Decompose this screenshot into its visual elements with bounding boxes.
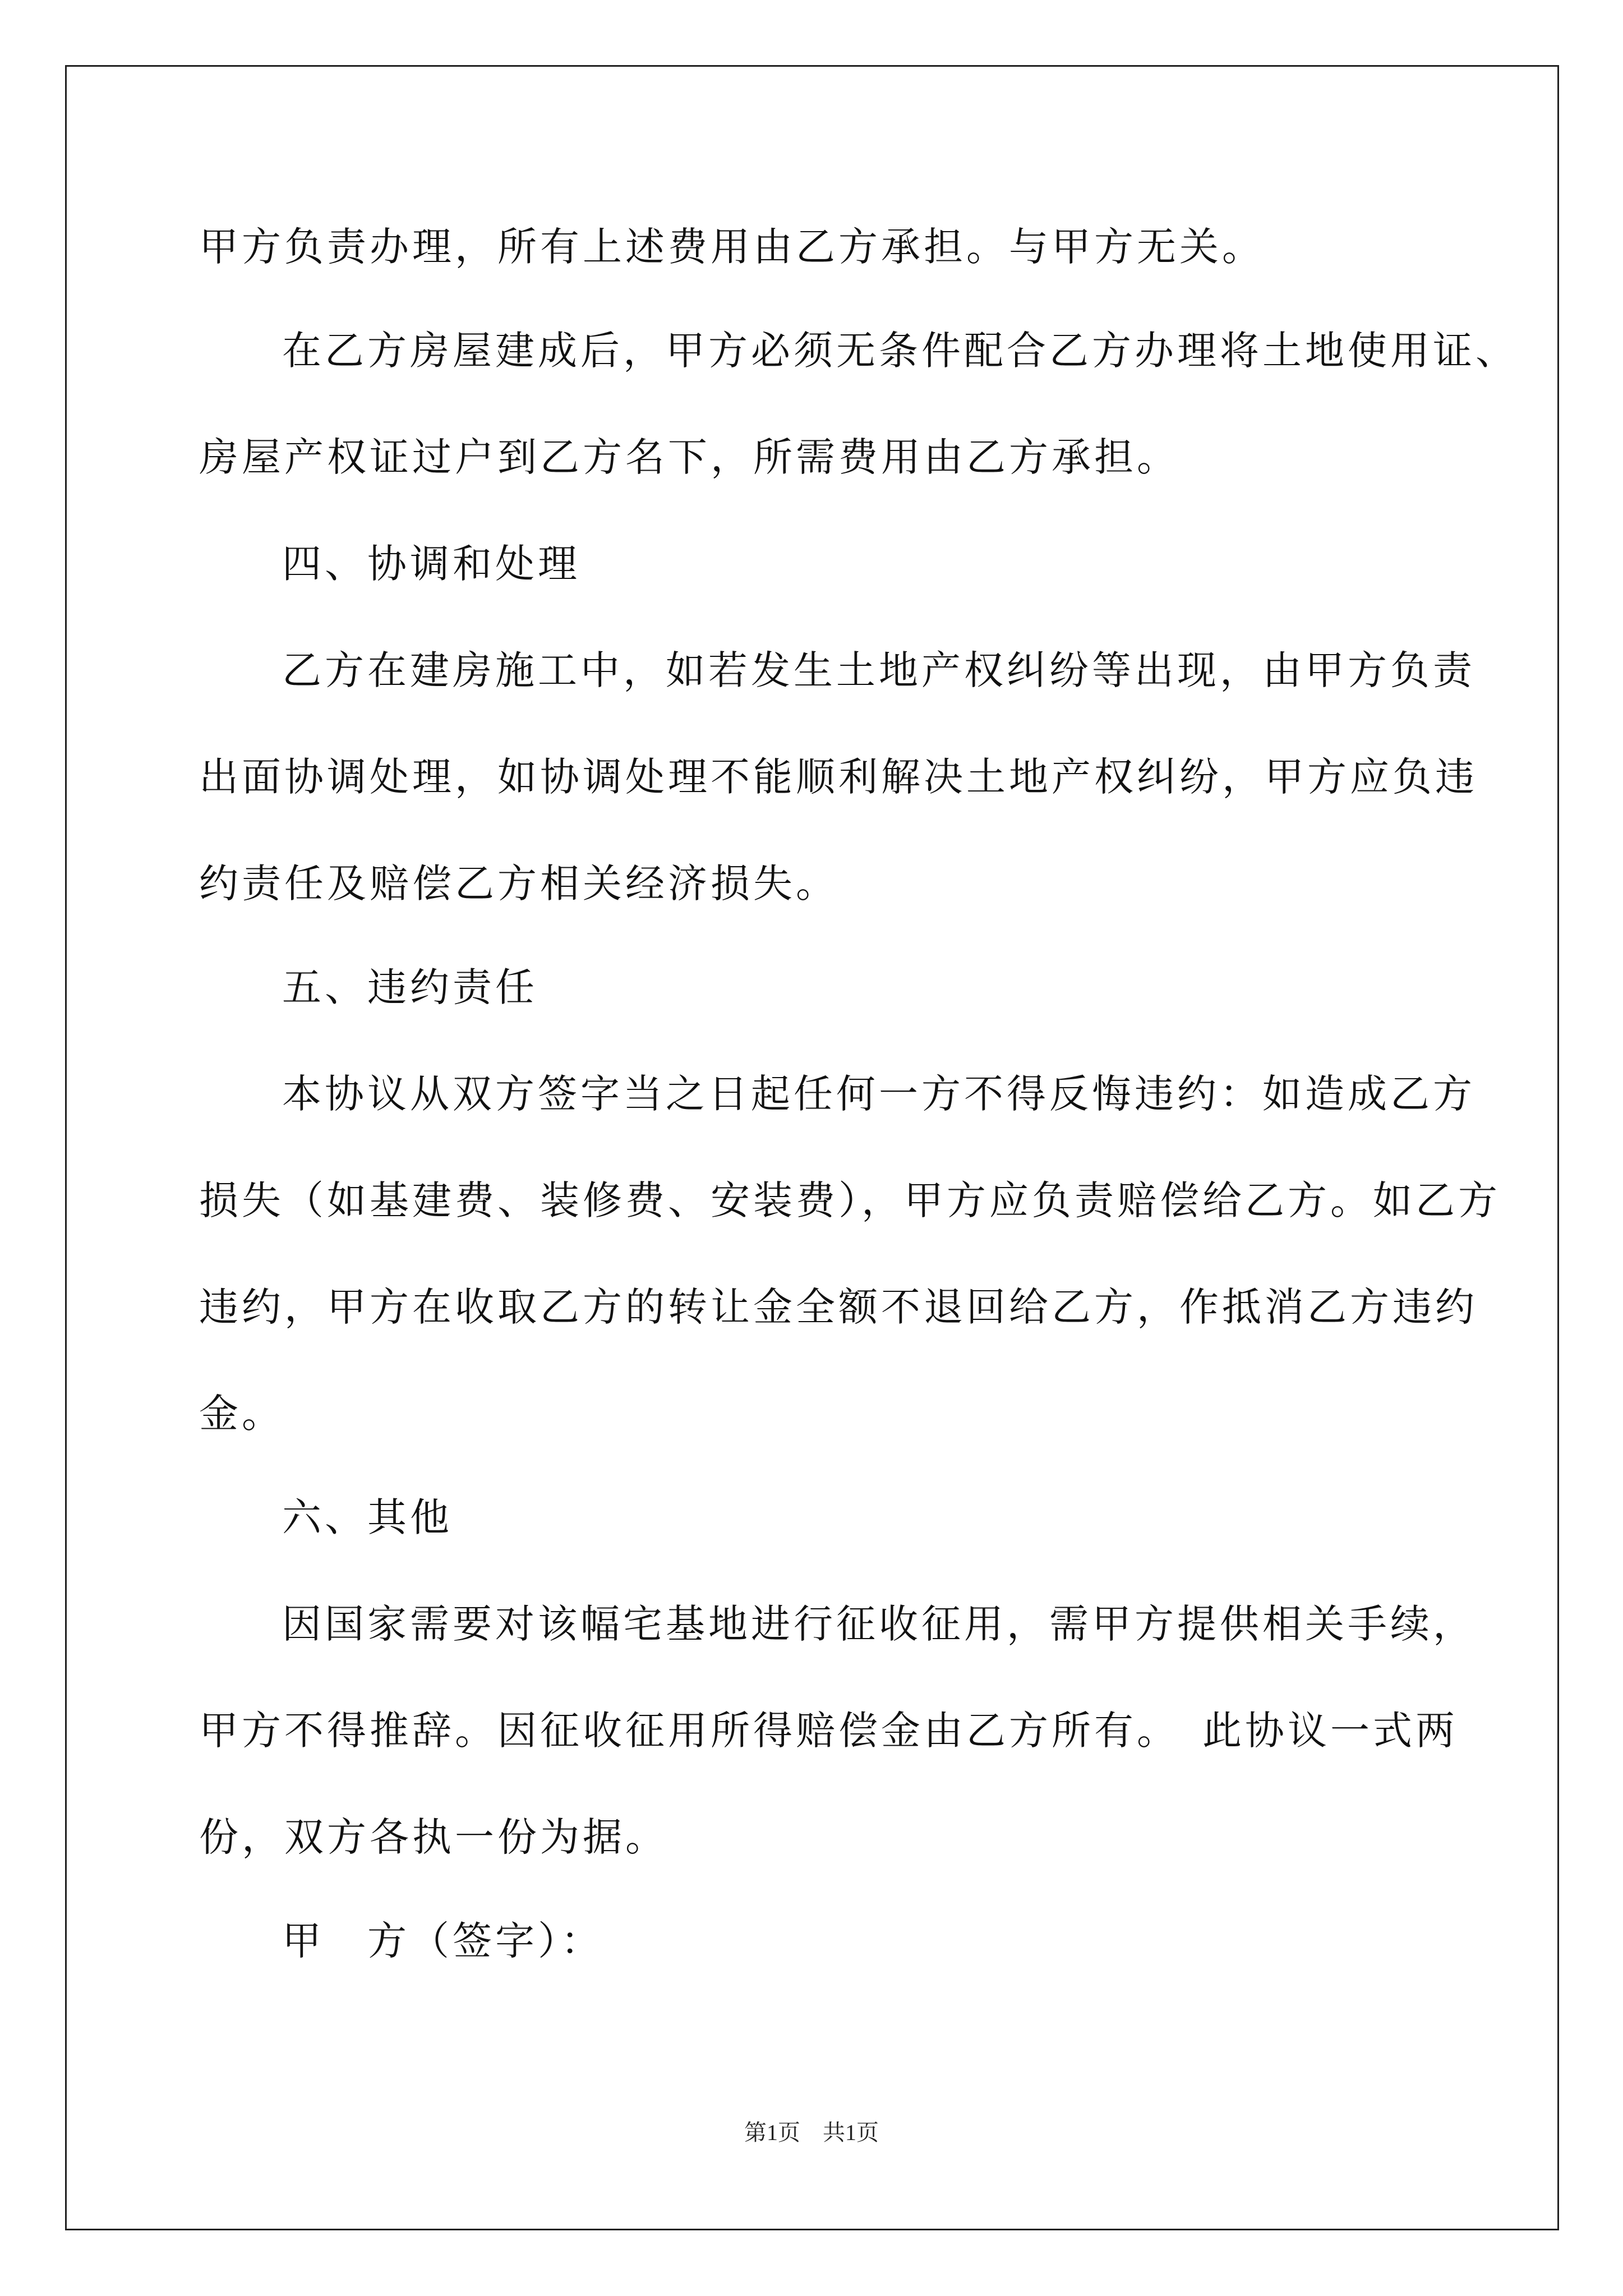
page-number-footer: 第1页 共1页: [744, 2120, 879, 2145]
paragraph-line: 因国家需要对该幅宅基地进行征收征用，需甲方提供相关手续，: [282, 1601, 1476, 1647]
paragraph-line: 损失（如基建费、装修费、安装费），甲方应负责赔偿给乙方。如乙方: [199, 1177, 1501, 1223]
paragraph-line: 份，双方各执一份为据。: [199, 1814, 668, 1860]
paragraph-line: 房屋产权证过户到乙方名下，所需费用由乙方承担。: [199, 434, 1179, 480]
section-heading: 五、违约责任: [282, 964, 538, 1010]
paragraph-line: 出面协调处理，如协调处理不能顺利解决土地产权纠纷，甲方应负违: [199, 754, 1478, 800]
section-heading: 四、协调和处理: [282, 541, 580, 587]
signature-line-party-a: 甲 方（签字）：: [282, 1918, 603, 1964]
section-heading: 六、其他: [282, 1494, 453, 1540]
paragraph-line: 金。: [199, 1391, 284, 1437]
paragraph-line: 约责任及赔偿乙方相关经济损失。: [199, 861, 838, 907]
paragraph-line: 本协议从双方签字当之日起任何一方不得反悔违约：如造成乙方: [282, 1071, 1476, 1117]
paragraph-line: 违约，甲方在收取乙方的转让金全额不退回给乙方，作抵消乙方违约: [199, 1284, 1478, 1330]
page-border: [65, 65, 1559, 2230]
paragraph-line: 乙方在建房施工中，如若发生土地产权纠纷等出现，由甲方负责: [282, 647, 1476, 693]
paragraph-line: 甲方负责办理，所有上述费用由乙方承担。与甲方无关。: [199, 224, 1265, 270]
paragraph-line: 在乙方房屋建成后，甲方必须无条件配合乙方办理将土地使用证、: [282, 328, 1518, 374]
paragraph-line: 甲方不得推辞。因征收征用所得赔偿金由乙方所有。 此协议一式两: [199, 1708, 1458, 1754]
